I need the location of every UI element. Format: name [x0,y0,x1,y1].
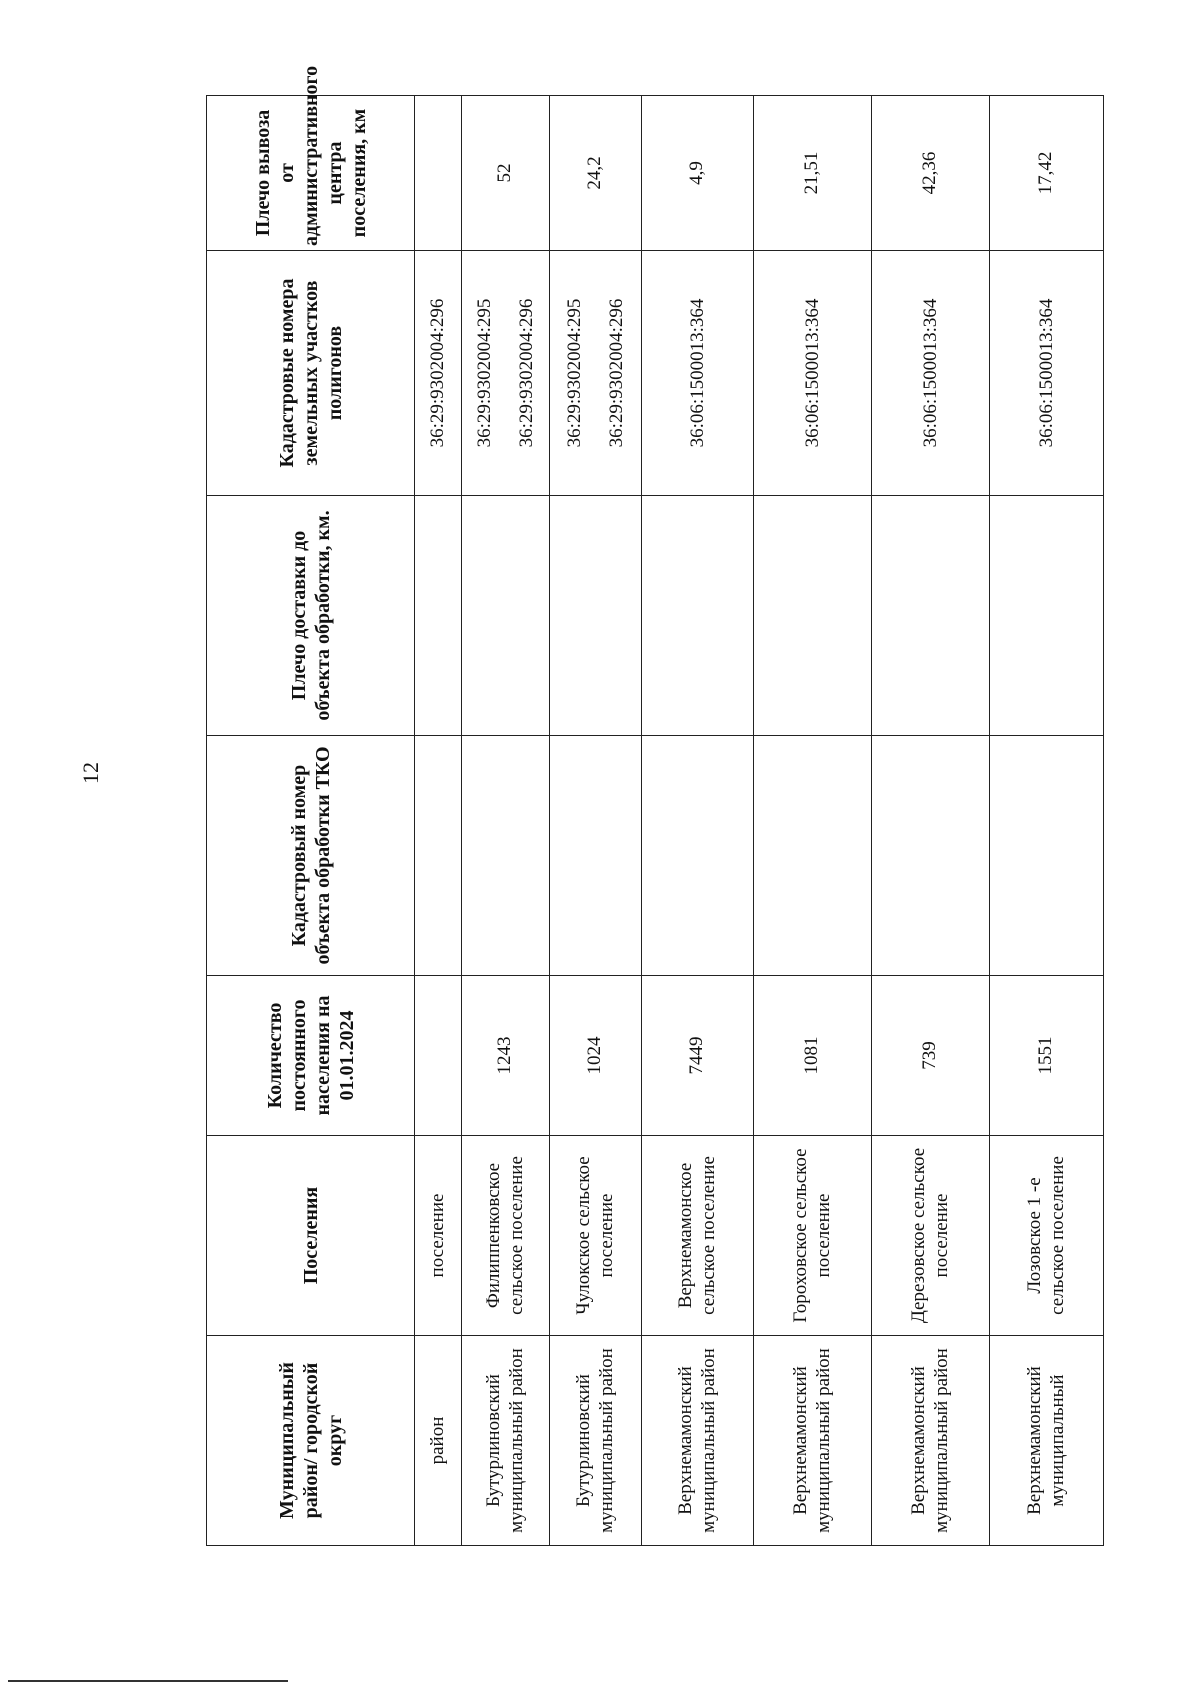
cell-settlement: Лозовское 1 -е сельское поселение [990,1136,1104,1336]
cell-settlement: Дерезовское сельское поселение [872,1136,990,1336]
header-settlement: Поселения [207,1136,415,1336]
page-number: 12 [78,762,103,784]
table-header-row [207,96,415,1546]
table-row [415,96,462,1546]
cell-district: Верхнемамонский муниципальный район [872,1336,990,1546]
cell-landfill-cadastral [872,251,990,496]
cell-landfill-cadastral [642,251,754,496]
rotated-table-container [206,65,1086,1546]
header-delivery-distance: Плечо доставки до объекта обработки, км. [207,496,415,736]
cell-landfill-cadastral [550,251,642,496]
cell-population: 739 [872,976,990,1136]
table-row [990,96,1104,1546]
cell-population: 1081 [754,976,872,1136]
table-row [872,96,990,1546]
cell-population: 1551 [990,976,1104,1136]
cell-population: 1243 [461,976,550,1136]
cell-district: Бутурлиновский муниципальный район [550,1336,642,1546]
cell-settlement: Чулокское сельское поселение [550,1136,642,1336]
cell-tko-cadastral [642,736,754,976]
landfill-cadastral-number: 36:06:1500013:364 [801,298,823,448]
cell-delivery-distance [642,496,754,736]
cell-delivery-distance [754,496,872,736]
cell-haul-distance: 52 [461,96,550,251]
cell-delivery-distance [872,496,990,736]
table-row [461,96,550,1546]
table-body [415,96,1104,1546]
header-tko-cadastral: Кадастровый номер объекта обработки ТКО [207,736,415,976]
cell-landfill-cadastral [415,251,462,496]
header-population: Количество постоянного населения на 01.01.2024 [207,976,415,1136]
header-district: Муниципальный район/ городской округ [207,1336,415,1546]
landfill-cadastral-number: 36:06:1500013:364 [1035,298,1057,448]
cell-settlement: Гороховское сельское поселение [754,1136,872,1336]
cell-landfill-cadastral [754,251,872,496]
cell-tko-cadastral [754,736,872,976]
cell-tko-cadastral [415,736,462,976]
cell-settlement: поселение [415,1136,462,1336]
waste-logistics-table [206,65,1104,1546]
cell-landfill-cadastral [461,251,550,496]
landfill-cadastral-number: 36:29:9302004:295 [473,298,495,448]
scan-edge-line [8,1680,288,1682]
cell-delivery-distance [550,496,642,736]
cell-district: Верхнемамонский муниципальный район [754,1336,872,1546]
cell-settlement: Верхнемамонское сельское поселение [642,1136,754,1336]
landfill-cadastral-number: 36:06:1500013:364 [686,298,708,448]
landfill-cadastral-number: 36:29:9302004:296 [427,298,448,448]
cell-district: Бутурлиновский муниципальный район [461,1336,550,1546]
header-landfill-cadastral: Кадастровые номера земельных участков полигонов [207,251,415,496]
table-row [550,96,642,1546]
landfill-cadastral-number: 36:29:9302004:295 [564,298,586,448]
cell-landfill-cadastral [990,251,1104,496]
cell-haul-distance [415,96,462,251]
cell-haul-distance: 17,42 [990,96,1104,251]
cell-tko-cadastral [872,736,990,976]
cell-settlement: Филиппенковское сельское поселение [461,1136,550,1336]
cell-district: Верхнемамонский муниципальный [990,1336,1104,1546]
header-haul-distance: Плечо вывоза от административного центра поселения, км [207,96,415,251]
table-row [642,96,754,1546]
cell-delivery-distance [990,496,1104,736]
cell-district: Верхнемамонский муниципальный район [642,1336,754,1546]
cell-tko-cadastral [990,736,1104,976]
cell-district: район [415,1336,462,1546]
cell-tko-cadastral [550,736,642,976]
cell-haul-distance: 42,36 [872,96,990,251]
landfill-cadastral-number: 36:06:1500013:364 [919,298,941,448]
cell-haul-distance: 24,2 [550,96,642,251]
cell-delivery-distance [415,496,462,736]
cell-population: 7449 [642,976,754,1136]
landfill-cadastral-number: 36:29:9302004:296 [515,298,537,448]
cell-delivery-distance [461,496,550,736]
cell-haul-distance: 4,9 [642,96,754,251]
cell-tko-cadastral [461,736,550,976]
cell-population: 1024 [550,976,642,1136]
cell-haul-distance: 21,51 [754,96,872,251]
landfill-cadastral-number: 36:29:9302004:296 [605,298,627,448]
table-row [754,96,872,1546]
cell-population [415,976,462,1136]
